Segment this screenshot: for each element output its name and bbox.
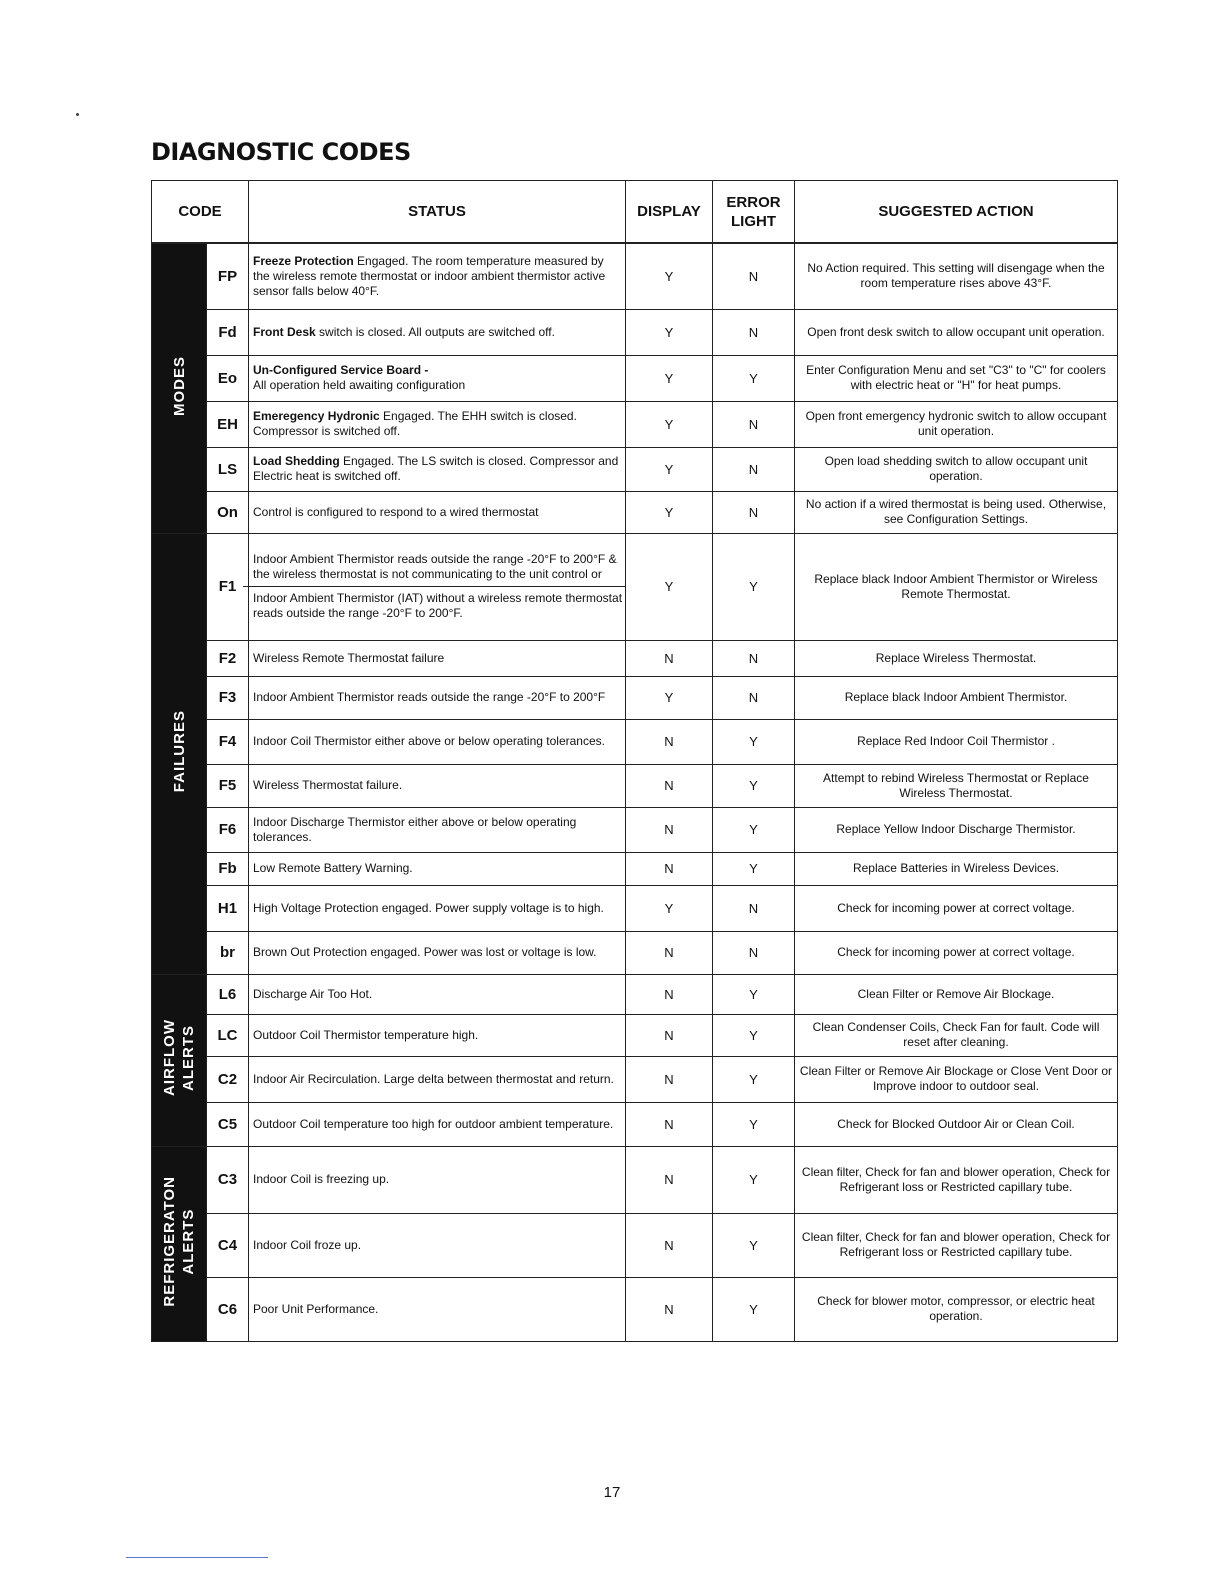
code-cell: Fb [207, 852, 249, 885]
table-row [152, 764, 1118, 807]
action-cell: Replace Batteries in Wireless Devices. [795, 852, 1118, 885]
status-cell: Indoor Coil Thermistor either above or below operating tolerances. [249, 719, 626, 764]
error-light-cell: Y [713, 1014, 795, 1056]
action-cell: Check for Blocked Outdoor Air or Clean Coil. [795, 1102, 1118, 1146]
status-cell: Indoor Ambient Thermistor reads outside the range -20°F to 200°F [249, 676, 626, 719]
table-row [152, 640, 1118, 676]
code-cell: F4 [207, 719, 249, 764]
error-light-cell: Y [713, 355, 795, 401]
display-cell: N [626, 1102, 713, 1146]
code-cell: F3 [207, 676, 249, 719]
display-cell: N [626, 1146, 713, 1213]
code-cell: LS [207, 447, 249, 491]
action-cell: No Action required. This setting will disengage when the room temperature rises above 43°F. [795, 243, 1118, 309]
footer-rule [126, 1557, 268, 1558]
table-row [152, 676, 1118, 719]
code-cell: C5 [207, 1102, 249, 1146]
status-part-b: Indoor Ambient Thermistor (IAT) without a wireless remote thermostat reads outside the range -20°F to 200°F. [243, 586, 625, 625]
status-cell: Outdoor Coil temperature too high for outdoor ambient temperature. [249, 1102, 626, 1146]
action-cell: Check for incoming power at correct voltage. [795, 885, 1118, 931]
status-cell: Discharge Air Too Hot. [249, 974, 626, 1014]
status-bold: Un-Configured Service Board - [253, 363, 429, 377]
table-row [152, 1014, 1118, 1056]
code-cell: F2 [207, 640, 249, 676]
display-cell: N [626, 807, 713, 852]
error-light-cell: N [713, 931, 795, 974]
display-cell: N [626, 931, 713, 974]
display-cell: Y [626, 355, 713, 401]
error-light-cell: Y [713, 1277, 795, 1341]
status-cell [249, 401, 626, 447]
group-label: MODES [170, 355, 188, 416]
status-cell [249, 309, 626, 355]
code-cell: Fd [207, 309, 249, 355]
status-cell: Indoor Discharge Thermistor either above or below operating tolerances. [249, 807, 626, 852]
action-cell: Check for blower motor, compressor, or electric heat operation. [795, 1277, 1118, 1341]
status-bold: Front Desk [253, 324, 316, 339]
action-cell: Replace Red Indoor Coil Thermistor . [795, 719, 1118, 764]
status-text: Engaged. The LS switch is closed. Compressor and Electric heat is switched off. [253, 454, 619, 483]
display-cell: Y [626, 491, 713, 533]
status-text: All operation held awaiting configuration [253, 378, 466, 392]
table-row [152, 533, 1118, 640]
code-cell: C3 [207, 1146, 249, 1213]
status-text: Engaged. The EHH switch is closed. Compressor is switched off. [253, 409, 577, 438]
display-cell: Y [626, 243, 713, 309]
table-row [152, 355, 1118, 401]
status-text: switch is closed. All outputs are switched off. [315, 324, 555, 339]
code-cell: br [207, 931, 249, 974]
table-row [152, 1102, 1118, 1146]
error-light-cell: Y [713, 533, 795, 640]
code-cell: Eo [207, 355, 249, 401]
action-cell: Clean filter, Check for fan and blower operation, Check for Refrigerant loss or Restricted capillary tube. [795, 1146, 1118, 1213]
action-cell: Open front emergency hydronic switch to allow occupant unit operation. [795, 401, 1118, 447]
header-suggested-action: SUGGESTED ACTION [795, 181, 1118, 244]
action-cell: Check for incoming power at correct voltage. [795, 931, 1118, 974]
display-cell: N [626, 764, 713, 807]
error-light-cell: Y [713, 764, 795, 807]
status-bold: Freeze Protection [253, 253, 354, 268]
page-speck [76, 113, 79, 116]
code-cell: F5 [207, 764, 249, 807]
code-cell: C6 [207, 1277, 249, 1341]
status-cell: Outdoor Coil Thermistor temperature high. [249, 1014, 626, 1056]
action-cell: Replace black Indoor Ambient Thermistor. [795, 676, 1118, 719]
group-label: AIRFLOW ALERTS [161, 1019, 197, 1096]
display-cell: Y [626, 309, 713, 355]
status-cell [249, 355, 626, 401]
error-light-cell: N [713, 401, 795, 447]
error-light-cell: Y [713, 1213, 795, 1277]
error-light-cell: Y [713, 719, 795, 764]
table-row [152, 852, 1118, 885]
error-light-cell: N [713, 309, 795, 355]
status-cell: Wireless Thermostat failure. [249, 764, 626, 807]
action-cell: Enter Configuration Menu and set "C3" to "C" for coolers with electric heat or "H" for heat pumps. [795, 355, 1118, 401]
status-bold: Load Shedding [253, 454, 340, 468]
error-light-cell: Y [713, 1102, 795, 1146]
table-row [152, 1213, 1118, 1277]
action-cell: Clean Filter or Remove Air Blockage or Close Vent Door or Improve indoor to outdoor seal. [795, 1056, 1118, 1102]
error-light-cell: N [713, 676, 795, 719]
display-cell: N [626, 640, 713, 676]
status-cell: Indoor Coil froze up. [249, 1213, 626, 1277]
header-error-light: ERROR LIGHT [713, 181, 795, 244]
table-row [152, 243, 1118, 309]
table-row [152, 885, 1118, 931]
table-row [152, 931, 1118, 974]
code-cell: F6 [207, 807, 249, 852]
table-row [152, 401, 1118, 447]
status-text: Engaged. The room temperature measured by the wireless remote thermostat or indoor ambient thermistor active sensor falls below 40°F. [253, 253, 606, 298]
status-cell: Brown Out Protection engaged. Power was lost or voltage is low. [249, 931, 626, 974]
header-status: STATUS [249, 181, 626, 244]
status-cell: Low Remote Battery Warning. [249, 852, 626, 885]
action-cell: No action if a wired thermostat is being used. Otherwise, see Configuration Settings. [795, 491, 1118, 533]
status-cell: High Voltage Protection engaged. Power supply voltage is to high. [249, 885, 626, 931]
action-cell: Clean filter, Check for fan and blower operation, Check for Refrigerant loss or Restricted capillary tube. [795, 1213, 1118, 1277]
display-cell: Y [626, 401, 713, 447]
status-cell: Indoor Coil is freezing up. [249, 1146, 626, 1213]
table-row [152, 309, 1118, 355]
group-refrigeration-alerts [152, 1146, 207, 1341]
action-cell: Replace Yellow Indoor Discharge Thermistor. [795, 807, 1118, 852]
group-modes [152, 243, 207, 533]
action-cell: Clean Condenser Coils, Check Fan for fault. Code will reset after cleaning. [795, 1014, 1118, 1056]
code-cell: C4 [207, 1213, 249, 1277]
error-light-cell: N [713, 640, 795, 676]
table-row [152, 1277, 1118, 1341]
error-light-cell: N [713, 885, 795, 931]
action-cell: Replace Wireless Thermostat. [795, 640, 1118, 676]
status-cell: Indoor Air Recirculation. Large delta between thermostat and return. [249, 1056, 626, 1102]
table-row [152, 491, 1118, 533]
action-cell: Open front desk switch to allow occupant unit operation. [795, 309, 1118, 355]
code-cell: EH [207, 401, 249, 447]
action-cell: Attempt to rebind Wireless Thermostat or Replace Wireless Thermostat. [795, 764, 1118, 807]
display-cell: N [626, 1056, 713, 1102]
group-airflow-alerts [152, 974, 207, 1146]
status-cell [249, 243, 626, 309]
code-cell: C2 [207, 1056, 249, 1102]
code-cell: L6 [207, 974, 249, 1014]
header-display: DISPLAY [626, 181, 713, 244]
display-cell: N [626, 1213, 713, 1277]
error-light-cell: N [713, 447, 795, 491]
table-row [152, 447, 1118, 491]
group-label: FAILURES [170, 709, 188, 793]
display-cell: N [626, 974, 713, 1014]
error-light-cell: Y [713, 807, 795, 852]
display-cell: Y [626, 447, 713, 491]
header-code: CODE [152, 181, 249, 244]
status-bold: Emeregency Hydronic [253, 409, 380, 423]
error-light-cell: Y [713, 974, 795, 1014]
error-light-cell: Y [713, 1056, 795, 1102]
display-cell: Y [626, 885, 713, 931]
error-light-cell: N [713, 491, 795, 533]
error-light-cell: N [713, 243, 795, 309]
group-failures [152, 533, 207, 974]
table-header-row [152, 181, 1118, 244]
diagnostic-codes-table [151, 180, 1118, 1342]
status-cell: Poor Unit Performance. [249, 1277, 626, 1341]
code-cell: On [207, 491, 249, 533]
action-cell: Clean Filter or Remove Air Blockage. [795, 974, 1118, 1014]
action-cell: Open load shedding switch to allow occupant unit operation. [795, 447, 1118, 491]
table-row [152, 807, 1118, 852]
page-number: 17 [603, 1484, 621, 1501]
display-cell: N [626, 1277, 713, 1341]
table-row [152, 1056, 1118, 1102]
status-part-a: Indoor Ambient Thermistor reads outside the range -20°F to 200°F & the wireless thermostat is not communicating to the unit control or [253, 552, 617, 581]
display-cell: Y [626, 533, 713, 640]
display-cell: N [626, 719, 713, 764]
code-cell: H1 [207, 885, 249, 931]
status-cell: Wireless Remote Thermostat failure [249, 640, 626, 676]
display-cell: Y [626, 676, 713, 719]
code-cell: LC [207, 1014, 249, 1056]
table-row [152, 719, 1118, 764]
display-cell: N [626, 1014, 713, 1056]
table-row [152, 974, 1118, 1014]
code-cell: FP [207, 243, 249, 309]
error-light-cell: Y [713, 852, 795, 885]
error-light-cell: Y [713, 1146, 795, 1213]
code-cell: F1 [207, 533, 249, 640]
status-text: Control is configured to respond to a wired thermostat [253, 504, 539, 519]
status-cell [249, 447, 626, 491]
display-cell: N [626, 852, 713, 885]
status-cell [249, 533, 626, 640]
action-cell: Replace black Indoor Ambient Thermistor or Wireless Remote Thermostat. [795, 533, 1118, 640]
status-cell [249, 491, 626, 533]
group-label: REFRIGERATON ALERTS [161, 1175, 197, 1307]
page-title: DIAGNOSTIC CODES [151, 138, 411, 166]
table-row [152, 1146, 1118, 1213]
